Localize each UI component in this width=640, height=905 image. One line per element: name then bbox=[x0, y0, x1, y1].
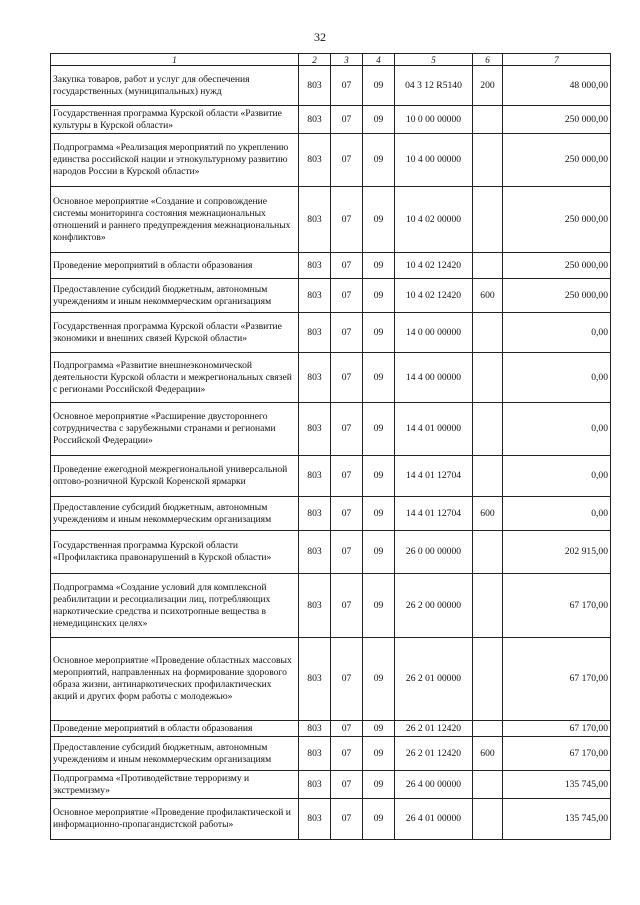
target-article-code: 26 2 01 12420 bbox=[395, 721, 473, 737]
expense-type-code bbox=[473, 574, 503, 638]
subsection-code: 09 bbox=[363, 721, 395, 737]
item-name: Проведение мероприятий в области образования bbox=[51, 721, 299, 737]
subsection-code: 09 bbox=[363, 574, 395, 638]
target-article-code: 10 0 00 00000 bbox=[395, 106, 473, 134]
item-name: Закупка товаров, работ и услуг для обеспечения государственных (муниципальных) нужд bbox=[51, 66, 299, 106]
grbs-code: 803 bbox=[299, 187, 331, 253]
header-col-4: 4 bbox=[363, 54, 395, 66]
header-col-5: 5 bbox=[395, 54, 473, 66]
expense-type-code bbox=[473, 313, 503, 353]
section-code: 07 bbox=[331, 638, 363, 721]
target-article-code: 26 2 00 00000 bbox=[395, 574, 473, 638]
expense-type-code bbox=[473, 253, 503, 279]
target-article-code: 14 4 00 00000 bbox=[395, 353, 473, 403]
section-code: 07 bbox=[331, 574, 363, 638]
expense-type-code bbox=[473, 134, 503, 187]
grbs-code: 803 bbox=[299, 66, 331, 106]
section-code: 07 bbox=[331, 403, 363, 456]
grbs-code: 803 bbox=[299, 253, 331, 279]
table-row bbox=[51, 106, 611, 134]
amount: 135 745,00 bbox=[503, 771, 611, 799]
grbs-code: 803 bbox=[299, 313, 331, 353]
target-article-code: 14 4 01 12704 bbox=[395, 497, 473, 531]
target-article-code: 10 4 00 00000 bbox=[395, 134, 473, 187]
table-row bbox=[51, 253, 611, 279]
section-code: 07 bbox=[331, 771, 363, 799]
grbs-code: 803 bbox=[299, 771, 331, 799]
section-code: 07 bbox=[331, 279, 363, 313]
target-article-code: 10 4 02 12420 bbox=[395, 253, 473, 279]
table-row bbox=[51, 456, 611, 497]
header-col-7: 7 bbox=[503, 54, 611, 66]
section-code: 07 bbox=[331, 66, 363, 106]
section-code: 07 bbox=[331, 737, 363, 771]
item-name: Основное мероприятие «Проведение профилактической и информационно-пропагандистской работы» bbox=[51, 799, 299, 840]
table-row bbox=[51, 134, 611, 187]
grbs-code: 803 bbox=[299, 279, 331, 313]
subsection-code: 09 bbox=[363, 531, 395, 574]
grbs-code: 803 bbox=[299, 497, 331, 531]
section-code: 07 bbox=[331, 721, 363, 737]
target-article-code: 10 4 02 12420 bbox=[395, 279, 473, 313]
grbs-code: 803 bbox=[299, 574, 331, 638]
section-code: 07 bbox=[331, 253, 363, 279]
item-name: Предоставление субсидий бюджетным, автономным учреждениям и иным некоммерческим организациям bbox=[51, 737, 299, 771]
table-row bbox=[51, 574, 611, 638]
section-code: 07 bbox=[331, 799, 363, 840]
item-name: Подпрограмма «Развитие внешнеэкономической деятельности Курской области и межрегиональных связей с регионами Российской Федерации» bbox=[51, 353, 299, 403]
table-row bbox=[51, 497, 611, 531]
header-row bbox=[51, 54, 611, 66]
target-article-code: 26 4 00 00000 bbox=[395, 771, 473, 799]
expense-type-code bbox=[473, 106, 503, 134]
expense-type-code: 200 bbox=[473, 66, 503, 106]
amount: 202 915,00 bbox=[503, 531, 611, 574]
section-code: 07 bbox=[331, 456, 363, 497]
target-article-code: 26 2 01 12420 bbox=[395, 737, 473, 771]
section-code: 07 bbox=[331, 531, 363, 574]
target-article-code: 14 0 00 00000 bbox=[395, 313, 473, 353]
page-number: 32 bbox=[314, 30, 326, 44]
expense-type-code bbox=[473, 638, 503, 721]
subsection-code: 09 bbox=[363, 638, 395, 721]
item-name: Государственная программа Курской области «Развитие культуры в Курской области» bbox=[51, 106, 299, 134]
item-name: Подпрограмма «Противодействие терроризму и экстремизму» bbox=[51, 771, 299, 799]
amount: 48 000,00 bbox=[503, 66, 611, 106]
amount: 135 745,00 bbox=[503, 799, 611, 840]
target-article-code: 26 2 01 00000 bbox=[395, 638, 473, 721]
expense-type-code: 600 bbox=[473, 737, 503, 771]
table-row bbox=[51, 313, 611, 353]
amount: 0,00 bbox=[503, 497, 611, 531]
table-row bbox=[51, 403, 611, 456]
target-article-code: 26 0 00 00000 bbox=[395, 531, 473, 574]
item-name: Основное мероприятие «Расширение двустороннего сотрудничества с зарубежными странами и регионами Российской Федерации» bbox=[51, 403, 299, 456]
table-row bbox=[51, 531, 611, 574]
item-name: Предоставление субсидий бюджетным, автономным учреждениям и иным некоммерческим организациям bbox=[51, 497, 299, 531]
header-col-1: 1 bbox=[51, 54, 299, 66]
expense-type-code bbox=[473, 721, 503, 737]
grbs-code: 803 bbox=[299, 353, 331, 403]
table-row bbox=[51, 353, 611, 403]
expense-type-code: 600 bbox=[473, 497, 503, 531]
amount: 0,00 bbox=[503, 403, 611, 456]
expense-type-code bbox=[473, 353, 503, 403]
expense-type-code bbox=[473, 799, 503, 840]
table-body bbox=[51, 66, 611, 840]
budget-table bbox=[50, 53, 611, 840]
item-name: Основное мероприятие «Проведение областных массовых мероприятий, направленных на формирование здорового образа жизни, антинаркотических профилактических акций и других форм работы с молодежью» bbox=[51, 638, 299, 721]
table-row bbox=[51, 737, 611, 771]
subsection-code: 09 bbox=[363, 187, 395, 253]
amount: 250 000,00 bbox=[503, 106, 611, 134]
section-code: 07 bbox=[331, 187, 363, 253]
table-row bbox=[51, 721, 611, 737]
subsection-code: 09 bbox=[363, 134, 395, 187]
item-name: Проведение мероприятий в области образования bbox=[51, 253, 299, 279]
grbs-code: 803 bbox=[299, 531, 331, 574]
item-name: Предоставление субсидий бюджетным, автономным учреждениям и иным некоммерческим организациям bbox=[51, 279, 299, 313]
item-name: Подпрограмма «Реализация мероприятий по укреплению единства российской нации и этнокультурному развитию народов России в Курской области» bbox=[51, 134, 299, 187]
section-code: 07 bbox=[331, 106, 363, 134]
subsection-code: 09 bbox=[363, 456, 395, 497]
target-article-code: 26 4 01 00000 bbox=[395, 799, 473, 840]
section-code: 07 bbox=[331, 313, 363, 353]
grbs-code: 803 bbox=[299, 456, 331, 497]
grbs-code: 803 bbox=[299, 737, 331, 771]
grbs-code: 803 bbox=[299, 134, 331, 187]
subsection-code: 09 bbox=[363, 253, 395, 279]
expense-type-code: 600 bbox=[473, 279, 503, 313]
amount: 0,00 bbox=[503, 353, 611, 403]
expense-type-code bbox=[473, 403, 503, 456]
target-article-code: 04 3 12 R5140 bbox=[395, 66, 473, 106]
amount: 67 170,00 bbox=[503, 721, 611, 737]
grbs-code: 803 bbox=[299, 721, 331, 737]
header-col-3: 3 bbox=[331, 54, 363, 66]
header-col-2: 2 bbox=[299, 54, 331, 66]
table-row bbox=[51, 279, 611, 313]
grbs-code: 803 bbox=[299, 638, 331, 721]
subsection-code: 09 bbox=[363, 313, 395, 353]
amount: 250 000,00 bbox=[503, 279, 611, 313]
item-name: Подпрограмма «Создание условий для комплексной реабилитации и ресоциализации лиц, потребляющих наркотические средства и психотропные вещества в немедицинских целях» bbox=[51, 574, 299, 638]
grbs-code: 803 bbox=[299, 106, 331, 134]
amount: 67 170,00 bbox=[503, 638, 611, 721]
section-code: 07 bbox=[331, 353, 363, 403]
subsection-code: 09 bbox=[363, 279, 395, 313]
amount: 250 000,00 bbox=[503, 253, 611, 279]
target-article-code: 10 4 02 00000 bbox=[395, 187, 473, 253]
amount: 250 000,00 bbox=[503, 187, 611, 253]
amount: 0,00 bbox=[503, 456, 611, 497]
subsection-code: 09 bbox=[363, 106, 395, 134]
expense-type-code bbox=[473, 531, 503, 574]
amount: 67 170,00 bbox=[503, 574, 611, 638]
expense-type-code bbox=[473, 771, 503, 799]
target-article-code: 14 4 01 00000 bbox=[395, 403, 473, 456]
section-code: 07 bbox=[331, 497, 363, 531]
subsection-code: 09 bbox=[363, 353, 395, 403]
grbs-code: 803 bbox=[299, 403, 331, 456]
amount: 67 170,00 bbox=[503, 737, 611, 771]
section-code: 07 bbox=[331, 134, 363, 187]
table-row bbox=[51, 799, 611, 840]
amount: 250 000,00 bbox=[503, 134, 611, 187]
subsection-code: 09 bbox=[363, 799, 395, 840]
subsection-code: 09 bbox=[363, 771, 395, 799]
subsection-code: 09 bbox=[363, 737, 395, 771]
header-col-6: 6 bbox=[473, 54, 503, 66]
target-article-code: 14 4 01 12704 bbox=[395, 456, 473, 497]
subsection-code: 09 bbox=[363, 66, 395, 106]
expense-type-code bbox=[473, 456, 503, 497]
grbs-code: 803 bbox=[299, 799, 331, 840]
table-row bbox=[51, 771, 611, 799]
table-row bbox=[51, 638, 611, 721]
subsection-code: 09 bbox=[363, 497, 395, 531]
amount: 0,00 bbox=[503, 313, 611, 353]
item-name: Основное мероприятие «Создание и сопровождение системы мониторинга состояния межнациональных отношений и раннего предупреждения межнациональных конфликтов» bbox=[51, 187, 299, 253]
expense-type-code bbox=[473, 187, 503, 253]
item-name: Государственная программа Курской области «Профилактика правонарушений в Курской области» bbox=[51, 531, 299, 574]
table-header bbox=[51, 54, 611, 66]
item-name: Проведение ежегодной межрегиональной универсальной оптово-розничной Курской Коренской ярмарки bbox=[51, 456, 299, 497]
subsection-code: 09 bbox=[363, 403, 395, 456]
item-name: Государственная программа Курской области «Развитие экономики и внешних связей Курской области» bbox=[51, 313, 299, 353]
table-row bbox=[51, 187, 611, 253]
table-row bbox=[51, 66, 611, 106]
